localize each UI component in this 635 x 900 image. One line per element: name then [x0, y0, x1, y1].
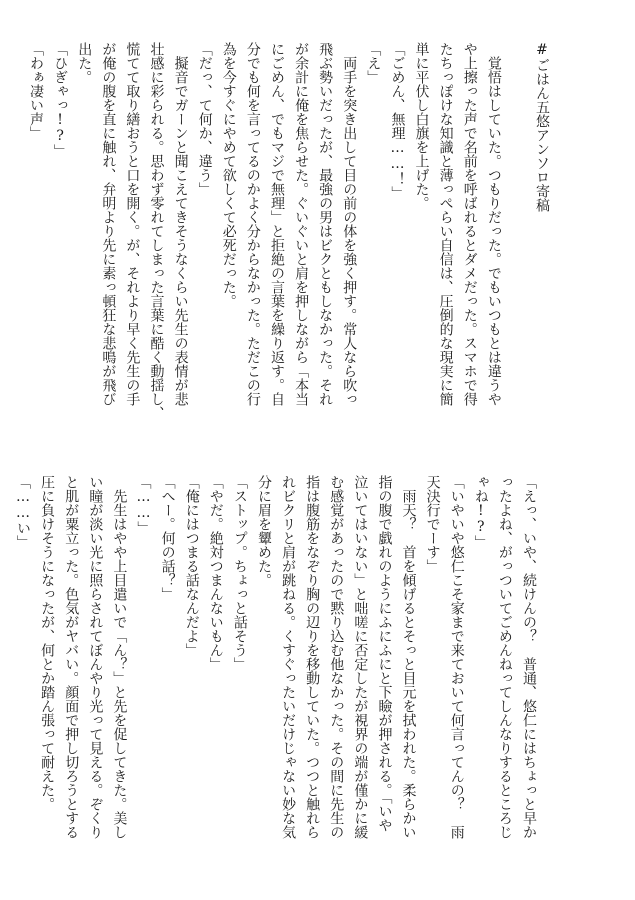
text-line: 「俺にはつまる話なんだよ」 — [183, 475, 200, 657]
text-line: 慌てて取り繕おうと口を開く。が、それより早く先生の手 — [124, 42, 141, 406]
text-line: 「へー。何の話？」 — [159, 475, 176, 601]
text-line: 指の腹で戯れのようにふにふにと下瞼が押される。「いや — [376, 475, 393, 832]
text-line: 分に眉を顰めた。 — [255, 475, 272, 587]
text-line: む感覚があったので黙り込む他なかった。その間に先生の — [328, 475, 345, 839]
text-line: 覚悟はしていた。つもりだった。でもいつもとは違うや — [485, 42, 502, 406]
anthology-title: #ごはん五悠アンソロ寄稿 — [534, 42, 550, 212]
text-line: 「やだ。絶対つまんないもん」 — [207, 475, 224, 671]
text-line: い瞳が淡い光に照らされてぼんやり光って見える。ぞくり — [87, 475, 104, 839]
text-line: 分でも何を言ってるのかよく分からなかった。ただこの行 — [244, 42, 261, 406]
text-line: 先生はやや上目遣いで「ん？」と先を促してきた。美し — [111, 475, 128, 839]
text-line: ゃね!?」 — [472, 475, 489, 549]
text-line: 擬音でガーンと聞こえてきそうなくらい先生の表情が悲 — [172, 42, 189, 406]
text-line: が余計に俺を焦らせた。ぐいぐいと肩を押しながら「本当 — [293, 42, 310, 406]
text-line: 出た。 — [76, 42, 93, 84]
text-line: 「ごめん、無理……！」 — [389, 42, 406, 200]
text-line: や上擦った声で名前を呼ばれるとダメだった。スマホで得 — [461, 42, 478, 406]
text-line: 単に平伏し白旗を上げた。 — [413, 42, 430, 210]
text-line: ったよね、がっついてごめんねってしんなりするところじ — [496, 475, 513, 839]
text-line: 「えっ、いや、続けんの？ 普通、悠仁にはちょっと早か — [521, 475, 537, 839]
text-line: 「だっ、て何か、違う」 — [196, 42, 213, 196]
text-line: 飛ぶ勢いだったが、最強の男はビクともしなかった。それ — [317, 42, 334, 406]
text-line: と肌が粟立った。色気がヤバい。顔面で押し切ろうとする — [63, 475, 80, 839]
text-line: 泣いてはいない」と咄嗟に否定したが視界の端が僅かに緩 — [352, 475, 369, 839]
text-line: 壮感に彩られる。思わず零れてしまった言葉に酷く動揺し、 — [148, 42, 165, 420]
text-line: 「わぁ凄い声」 — [28, 42, 45, 140]
text-line: 「いやいや悠仁こそ家まで来ておいて何言ってんの？ 雨 — [448, 475, 465, 839]
text-line: が俺の腹を直に触れ、弁明より先に素っ頓狂な悲鳴が飛び — [100, 42, 117, 406]
text-line: 「ストップ。ちょっと話そう」 — [231, 475, 248, 671]
text-line: たちっぽけな知識と薄っぺらい自信は、圧倒的な現実に簡 — [437, 42, 454, 406]
text-line: 指は腹筋をなぞり胸の辺りを移動していた。つつと触れら — [304, 475, 321, 839]
text-line: 「え」 — [365, 42, 382, 84]
text-line: 雨天？ 首を傾げるとそっと目元を拭われた。柔らかい — [400, 475, 417, 839]
text-line: 圧に負けそうになったが、何とか踏ん張って耐えた。 — [39, 475, 56, 811]
text-line: れビクリと肩が跳ねる。くすぐったいだけじゃない妙な気 — [280, 475, 297, 839]
text-line: 「ひぎゃっ!?」 — [52, 42, 69, 158]
text-line: 「……」 — [135, 475, 152, 535]
text-line: 天決行でーす」 — [424, 475, 441, 573]
upper-text-block — [28, 42, 554, 434]
text-line: 為を今すぐにやめて欲しくて必死だった。 — [220, 42, 237, 308]
text-line: 「……い」 — [15, 475, 32, 549]
text-line: 両手を突き出して目の前の体を強く押す。常人なら吹っ — [341, 42, 358, 406]
lower-text-block — [15, 475, 541, 867]
text-line — [506, 42, 530, 434]
text-line: にごめん、でもマジで無理」と拒絶の言葉を繰り返す。自 — [268, 42, 285, 406]
